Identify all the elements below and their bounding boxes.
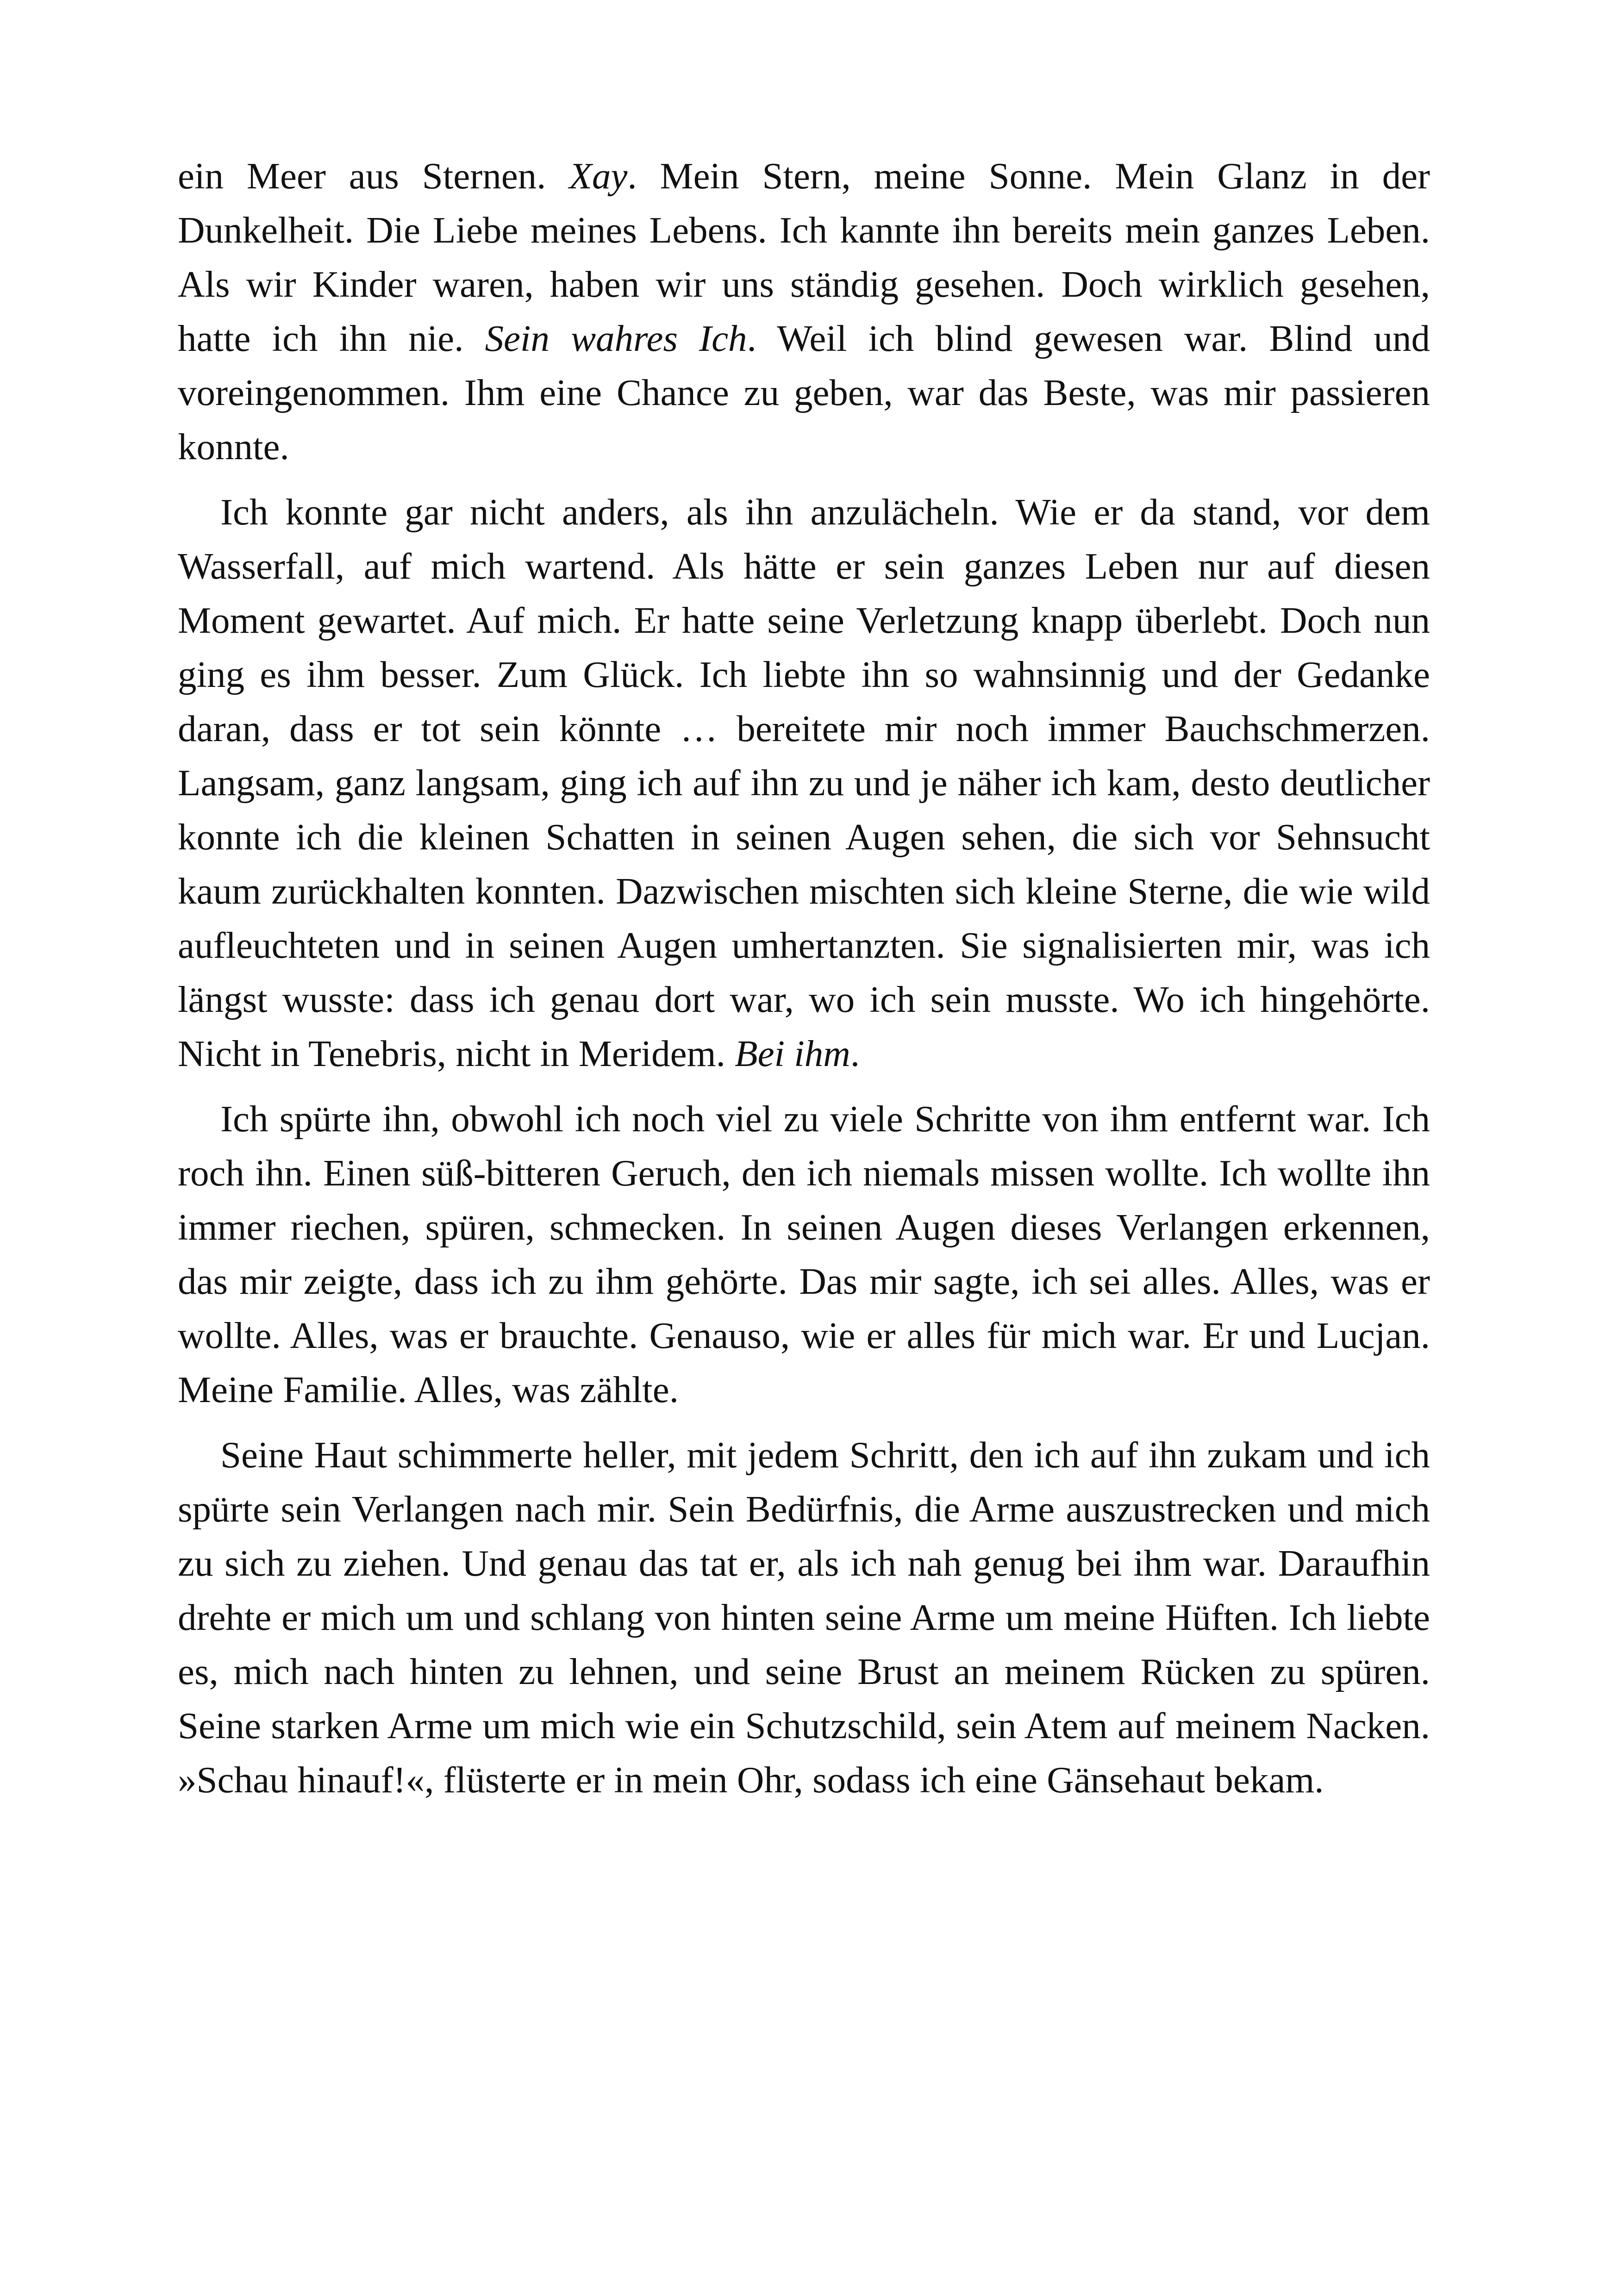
text-span: Ich konnte gar nicht anders, als ihn anzulächeln. Wie er da stand, vor dem Wasserfall, auf mich wartend. Als hätte er sein ganzes Leben nur auf diesen Moment gewartet. Auf mich. Er hatte seine Verletzung knapp überlebt. Doch nun ging es ihm besser. Zum Glück. Ich liebte ihn so wahnsinnig und der Gedanke daran, dass er tot sein könnte … bereitete mir noch immer Bauchschmerzen. Langsam, ganz langsam, ging ich auf ihn zu und je näher ich kam, desto deutlicher konnte ich die kleinen Schatten in seinen Augen sehen, die sich vor Sehnsucht kaum zurückhalten konnten. Dazwischen mischten sich kleine Sterne, die wie wild aufleuchteten und in seinen Augen umhertanzten. Sie signalisierten mir, was ich längst wusste: dass ich genau dort war, wo ich sein musste. Wo ich hingehörte. Nicht in Tenebris, nicht in Meridem. xyxy=(178,491,1430,1074)
italic-text-span: Xay xyxy=(569,155,628,197)
paragraph xyxy=(178,1092,1430,1417)
body-text xyxy=(178,149,1430,1807)
text-span: Seine Haut schimmerte heller, mit jedem Schritt, den ich auf ihn zukam und ich spürte sein Verlangen nach mir. Sein Bedürfnis, die Arme auszustrecken und mich zu sich zu ziehen. Und genau das tat er, als ich nah genug bei ihm war. Daraufhin drehte er mich um und schlang von hinten seine Arme um meine Hüften. Ich liebte es, mich nach hinten zu lehnen, und seine Brust an meinem Rücken zu spüren. Seine starken Arme um mich wie ein Schutzschild, sein Atem auf meinem Nacken. »Schau hinauf!«, flüsterte er in mein Ohr, sodass ich eine Gänsehaut bekam. xyxy=(178,1434,1430,1801)
italic-text-span: Sein wahres Ich xyxy=(485,318,747,359)
paragraph xyxy=(178,485,1430,1081)
text-span: ein Meer aus Sternen. xyxy=(178,155,569,197)
italic-text-span: Bei ihm xyxy=(735,1033,850,1074)
text-span: . xyxy=(850,1033,860,1074)
paragraph xyxy=(178,1428,1430,1807)
text-span: . Weil ich blind gewesen war. Blind und voreingenommen. Ihm eine Chance zu geben, war das Beste, was mir passieren konnte. xyxy=(178,318,1430,468)
paragraph xyxy=(178,149,1430,474)
text-span: Ich spürte ihn, obwohl ich noch viel zu viele Schritte von ihm entfernt war. Ich roch ihn. Einen süß-bitteren Geruch, den ich niemals missen wollte. Ich wollte ihn immer riechen, spüren, schmecken. In seinen Augen dieses Verlangen erkennen, das mir zeigte, dass ich zu ihm gehörte. Das mir sagte, ich sei alles. Alles, was er wollte. Alles, was er brauchte. Genauso, wie er alles für mich war. Er und Lucjan. Meine Familie. Alles, was zählte. xyxy=(178,1098,1430,1410)
text-span: . Mein Stern, meine Sonne. Mein Glanz in der Dunkelheit. Die Liebe meines Lebens. Ich kannte ihn bereits mein ganzes Leben. Als wir Kinder waren, haben wir uns ständig gesehen. Doch wirklich gesehen, hatte ich ihn nie. xyxy=(178,155,1430,359)
